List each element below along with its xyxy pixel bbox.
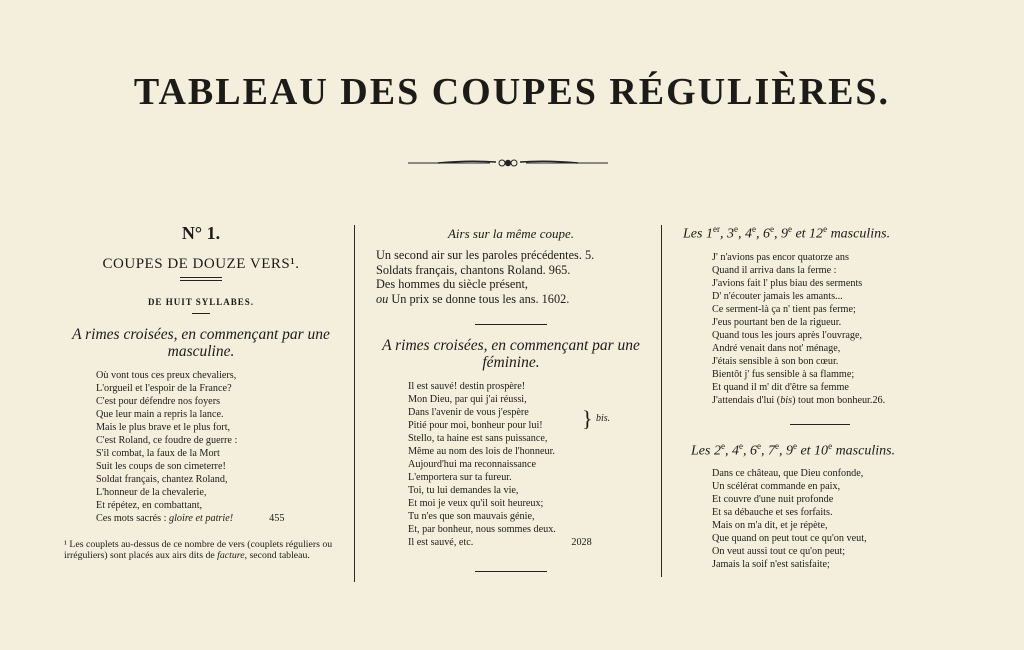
verse-line: Il est sauvé! destin prospère! bbox=[408, 381, 526, 392]
verse-text: Ces mots sacrés : bbox=[96, 513, 169, 524]
verse-line: Mais le plus brave et le plus fort, bbox=[96, 422, 231, 433]
air-number: 2028 bbox=[571, 537, 592, 548]
air-line bbox=[376, 292, 652, 307]
verse-line: On veut aussi tout ce qu'on peut; bbox=[712, 546, 846, 558]
verse-line: D' n'écouter jamais les amants... bbox=[712, 290, 843, 302]
column-divider bbox=[354, 225, 355, 582]
verse-line: Ce serment-là ça n' tient pas ferme; bbox=[712, 303, 856, 315]
air-line: Soldats français, chantons Roland. 965. bbox=[376, 262, 571, 277]
verse-line: L'honneur de la chevalerie, bbox=[96, 487, 207, 498]
bis-label: bis. bbox=[596, 413, 611, 424]
verse-line-last bbox=[408, 536, 652, 549]
airs-list bbox=[370, 248, 652, 306]
verse-line: Où vont tous ces preux chevaliers, bbox=[96, 370, 237, 381]
verse-line: Et moi je veux qu'il soit heureux; bbox=[408, 498, 544, 509]
verse-line: C'est Roland, ce foudre de guerre : bbox=[96, 435, 238, 446]
rime-heading: A rimes croisées, en commençant par une féminine. bbox=[382, 337, 640, 371]
section-number: N° 1. bbox=[181, 223, 221, 243]
verse-line: Jamais la soif n'est satisfaite; bbox=[712, 559, 830, 571]
verse-block bbox=[370, 380, 652, 549]
verse-line: L'emportera sur ta fureur. bbox=[408, 472, 512, 483]
page-title: TABLEAU DES COUPES RÉGULIÈRES. bbox=[133, 71, 891, 113]
verse-line: Bientôt j' fus sensible à sa flamme; bbox=[712, 368, 855, 380]
section-subhead: COUPES DE DOUZE VERS¹. bbox=[102, 256, 300, 272]
verse-line: Et, par bonheur, nous sommes deux. bbox=[408, 524, 556, 535]
syllables-label: DE HUIT SYLLABES. bbox=[147, 297, 255, 307]
verse-line: Même au nom des lois de l'honneur. bbox=[408, 446, 555, 457]
footnote-text: ¹ Les couplets au-dessus de ce nombre de vers (couplets réguliers ou irréguliers) sont placés aux airs dits de bbox=[64, 539, 333, 561]
air-line: Des hommes du siècle présent, bbox=[376, 277, 528, 291]
verse-line: Et répétez, en combattant, bbox=[96, 500, 203, 511]
verse-line-last: J'attendais d'lui (bis) tout mon bonheur.26. bbox=[712, 394, 886, 406]
verse-line: Que leur main a repris la lance. bbox=[96, 409, 224, 420]
airs-heading: Airs sur la même coupe. bbox=[447, 226, 574, 241]
column-divider bbox=[661, 225, 662, 577]
verse-line: J' n'avions pas encor quatorze ans bbox=[712, 251, 849, 263]
verse-line: Et couvre d'une nuit profonde bbox=[712, 494, 834, 506]
verse-line: Aujourd'hui ma reconnaissance bbox=[408, 459, 537, 470]
verse-line: J'eus pourtant ben de la rigueur. bbox=[712, 316, 842, 328]
verse-line: S'il combat, la faux de la Mort bbox=[96, 448, 220, 459]
verse-line: Un scélérat commande en paix, bbox=[712, 481, 841, 493]
verse-line: Et quand il m' dit d'être sa femme bbox=[712, 381, 849, 393]
verse-line: L'orgueil et l'espoir de la France? bbox=[96, 383, 232, 394]
verse-block bbox=[60, 369, 342, 525]
ornament-divider bbox=[408, 157, 608, 169]
column-1 bbox=[60, 220, 342, 561]
verse-line: Quand tous les jours après l'ouvrage, bbox=[712, 329, 863, 341]
air-italic: ou bbox=[376, 291, 389, 306]
verse-line: André venait dans not' ménage, bbox=[712, 342, 841, 354]
verse-line: Soldat français, chantez Roland, bbox=[96, 474, 228, 485]
air-number: 455 bbox=[269, 513, 285, 524]
footnote bbox=[60, 540, 342, 561]
verse-italic: gloire et patrie! bbox=[169, 513, 234, 524]
column-2 bbox=[370, 220, 652, 572]
verse-line: J'étais sensible à son bon cœur. bbox=[712, 355, 839, 367]
rime-heading: A rimes croisées, en commençant par une masculine. bbox=[72, 326, 330, 360]
verse-line: C'est pour défendre nos foyers bbox=[96, 396, 221, 407]
verse-line: Dans ce château, que Dieu confonde, bbox=[712, 468, 864, 480]
verse-text: Il est sauvé, etc. bbox=[408, 537, 474, 548]
verse-line: Suit les coups de son cimeterre! bbox=[96, 461, 226, 472]
separator-rule bbox=[475, 324, 547, 325]
masculins-heading-1: Les 1er, 3e, 4e, 6e, 9e et 12e masculins. bbox=[683, 224, 891, 242]
verse-line-last bbox=[96, 512, 342, 525]
verse-block bbox=[675, 251, 965, 407]
footnote-tail: , second tableau. bbox=[244, 549, 310, 561]
column-3 bbox=[675, 220, 965, 571]
air-text: Un prix se donne tous les ans. 1602. bbox=[388, 291, 570, 306]
short-rule bbox=[192, 313, 210, 314]
verse-line: Que quand on peut tout ce qu'on veut, bbox=[712, 533, 867, 545]
double-rule bbox=[180, 277, 222, 281]
footnote-italic: facture bbox=[217, 549, 245, 561]
masculins-heading-2: Les 2e, 4e, 6e, 7e, 9e et 10e masculins. bbox=[691, 440, 896, 459]
verse-line: Tu n'es que son mauvais génie, bbox=[408, 511, 535, 522]
separator-rule bbox=[790, 424, 850, 425]
separator-rule bbox=[475, 571, 547, 572]
verse-line: Pitié pour moi, bonheur pour lui! bbox=[408, 420, 543, 431]
verse-line: Mais on m'a dit, et je répète, bbox=[712, 520, 828, 532]
verse-line: Stello, ta haine est sans puissance, bbox=[408, 433, 548, 444]
verse-line: J'avions fait l' plus biau des serments bbox=[712, 277, 863, 289]
brace-icon: } bbox=[582, 406, 593, 431]
verse-line: Et sa débauche et ses forfaits. bbox=[712, 507, 833, 519]
verse-line: Dans l'avenir de vous j'espère bbox=[408, 407, 529, 418]
verse-line: Quand il arriva dans la ferme : bbox=[712, 264, 837, 276]
verse-line: Toi, tu lui demandes la vie, bbox=[408, 485, 519, 496]
verse-block bbox=[675, 467, 965, 571]
air-line: Un second air sur les paroles précédentes. 5. bbox=[376, 248, 595, 262]
verse-line: Mon Dieu, par qui j'ai réussi, bbox=[408, 394, 527, 405]
